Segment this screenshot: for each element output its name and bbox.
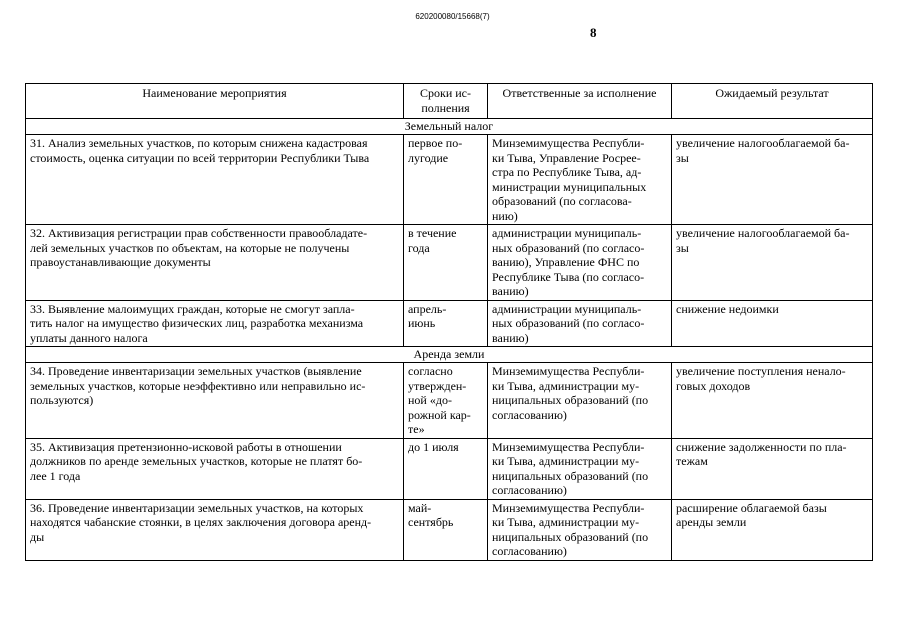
cell-action: 32. Активизация регистрации прав собственности правообладате- лей земельных участков по объектам, на которые не получены правоустанавливающие документы (26, 225, 404, 301)
cell-action: 33. Выявление малоимущих граждан, которые не смогут запла- тить налог на имущество физических лиц, разработка механизма уплаты данного налога (26, 300, 404, 347)
cell-responsible: администрации муниципаль- ных образований (по согласо- ванию), Управление ФНС по Республике Тыва (по согласо- ванию) (488, 225, 672, 301)
table-body (26, 119, 873, 561)
cell-action: 31. Анализ земельных участков, по которым снижена кадастровая стоимость, оценка ситуации по всей территории Республики Тыва (26, 135, 404, 225)
cell-responsible: Минземимущества Республи- ки Тыва, администрации му- ниципальных образований (по согласованию) (488, 438, 672, 499)
measures-table (25, 83, 873, 561)
table-row (26, 363, 873, 439)
cell-result: увеличение налогооблагаемой ба- зы (672, 225, 873, 301)
cell-deadline: май- сентябрь (404, 499, 488, 560)
table-row (26, 499, 873, 560)
cell-result: увеличение налогооблагаемой ба- зы (672, 135, 873, 225)
cell-responsible: Минземимущества Республи- ки Тыва, Управление Росреe- стра по Республике Тыва, ад- министрации муниципальных образований (по согласова- нию) (488, 135, 672, 225)
cell-deadline: первое по- лугодие (404, 135, 488, 225)
cell-deadline: до 1 июля (404, 438, 488, 499)
cell-result: снижение задолженности по пла- тежам (672, 438, 873, 499)
section-row (26, 347, 873, 363)
cell-action: 34. Проведение инвентаризации земельных участков (выявление земельных участков, которые неэффективно или неправильно ис- пользуются) (26, 363, 404, 439)
section-title: Земельный налог (26, 119, 873, 135)
cell-responsible: Минземимущества Республи- ки Тыва, администрации му- ниципальных образований (по согласованию) (488, 499, 672, 560)
cell-result: расширение облагаемой базы аренды земли (672, 499, 873, 560)
table-row (26, 438, 873, 499)
page-number: 8 (590, 25, 597, 40)
section-title: Аренда земли (26, 347, 873, 363)
cell-deadline: согласно утвержден- ной «до- рожной кар- те» (404, 363, 488, 439)
cell-deadline: в течение года (404, 225, 488, 301)
column-header-responsible: Ответственные за исполнение (488, 84, 672, 119)
cell-responsible: администрации муниципаль- ных образований (по согласо- ванию) (488, 300, 672, 347)
document-id: 620200080/15668(7) (415, 12, 490, 21)
cell-result: снижение недоимки (672, 300, 873, 347)
column-header-deadline: Сроки ис- полнения (404, 84, 488, 119)
table-row (26, 300, 873, 347)
cell-action: 35. Активизация претензионно-исковой работы в отношении должников по аренде земельных участков, которые не платят бо- лее 1 года (26, 438, 404, 499)
cell-action: 36. Проведение инвентаризации земельных участков, на которых находятся чабанские стоянки, в целях заключения договора аренд- ды (26, 499, 404, 560)
table-row (26, 135, 873, 225)
cell-result: увеличение поступления ненало- говых доходов (672, 363, 873, 439)
section-row (26, 119, 873, 135)
cell-responsible: Минземимущества Республи- ки Тыва, администрации му- ниципальных образований (по согласованию) (488, 363, 672, 439)
table-header-row (26, 84, 873, 119)
column-header-action: Наименование мероприятия (26, 84, 404, 119)
column-header-result: Ожидаемый результат (672, 84, 873, 119)
table-row (26, 225, 873, 301)
cell-deadline: апрель- июнь (404, 300, 488, 347)
